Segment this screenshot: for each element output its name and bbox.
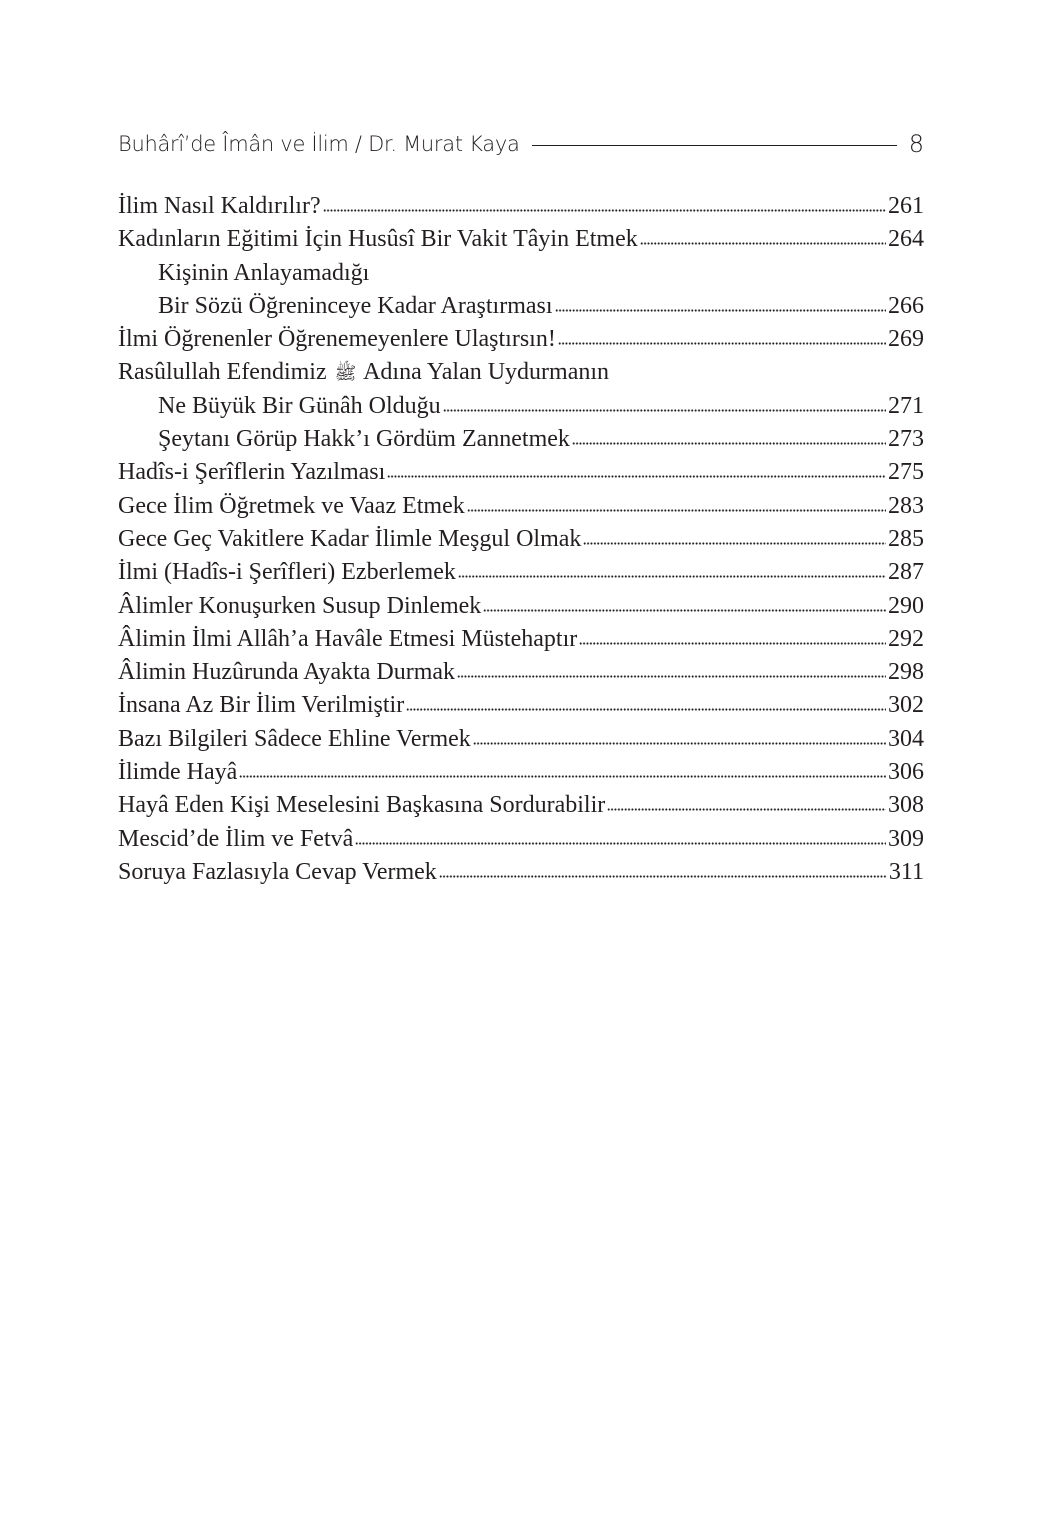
toc-entry-title: İnsana Az Bir İlim Verilmiştir <box>118 692 405 719</box>
toc-entry <box>118 823 924 856</box>
toc-entry <box>118 723 924 756</box>
toc-entry <box>118 590 924 623</box>
toc-entry-page: 308 <box>888 792 924 819</box>
toc-entry <box>118 623 924 656</box>
dot-leader <box>467 507 886 513</box>
salawat-symbol: ﷺ <box>334 363 357 384</box>
toc-entry-title: İlim Nasıl Kaldırılır? <box>118 193 321 219</box>
toc-entry-page: 287 <box>888 559 924 586</box>
dot-leader <box>323 207 886 213</box>
toc-entry <box>118 257 924 290</box>
dot-leader <box>558 340 886 346</box>
toc-entry <box>118 190 924 223</box>
toc-entry-page: 285 <box>888 525 924 552</box>
toc-entry-title-part: Rasûlullah Efendimiz <box>118 359 327 386</box>
toc-entry <box>118 523 924 556</box>
toc-entry <box>118 756 924 789</box>
dot-leader <box>355 840 886 846</box>
dot-leader <box>640 240 886 246</box>
dot-leader <box>473 740 886 746</box>
toc-entry <box>118 290 924 323</box>
toc-entry-title: İlimde Hayâ <box>118 759 238 786</box>
toc-entry-page: 269 <box>888 326 924 353</box>
toc-entry-page: 302 <box>888 692 924 719</box>
toc-entry-title: Âlimin Huzûrunda Ayakta Durmak <box>118 659 456 686</box>
toc-entry <box>118 323 924 356</box>
dot-leader <box>579 640 886 646</box>
toc-entry-title: Kadınların Eğitimi İçin Husûsî Bir Vakit Tâyin Etmek <box>118 226 638 253</box>
dot-leader <box>443 407 886 413</box>
toc-entry-title: Âlimler Konuşurken Susup Dinlemek <box>118 592 482 619</box>
toc-entry <box>118 789 924 822</box>
dot-leader <box>457 673 886 679</box>
dot-leader <box>555 307 886 313</box>
toc-entry-page: 311 <box>888 858 924 885</box>
toc-entry <box>118 356 924 389</box>
toc-entry <box>118 689 924 722</box>
toc-entry <box>118 390 924 423</box>
toc-entry <box>118 456 924 489</box>
toc-entry-page: 283 <box>888 492 924 519</box>
page-number: 8 <box>908 130 924 158</box>
toc-entry <box>118 490 924 523</box>
table-of-contents <box>118 190 924 889</box>
toc-entry-title: İlmi (Hadîs-i Şerîfleri) Ezberlemek <box>118 559 456 586</box>
dot-leader <box>583 540 886 546</box>
toc-entry <box>118 856 924 889</box>
toc-entry-title: Mescid’de İlim ve Fetvâ <box>118 825 354 852</box>
toc-entry-title-part: Adına Yalan Uydurmanın <box>363 359 610 386</box>
toc-entry-title: Bir Sözü Öğreninceye Kadar Araştırması <box>158 292 553 319</box>
toc-entry-title: Ne Büyük Bir Günâh Olduğu <box>158 392 441 419</box>
toc-entry-page: 266 <box>888 292 924 319</box>
dot-leader <box>406 706 886 712</box>
dot-leader <box>572 440 886 446</box>
toc-entry-title: Gece Geç Vakitlere Kadar İlimle Meşgul Olmak <box>118 525 582 552</box>
toc-entry <box>118 556 924 589</box>
toc-entry-page: 298 <box>888 659 924 686</box>
toc-entry-title: Hayâ Eden Kişi Meselesini Başkasına Sordurabilir <box>118 792 606 819</box>
dot-leader <box>387 473 886 479</box>
toc-entry-page: 273 <box>888 426 924 453</box>
dot-leader <box>607 806 886 812</box>
toc-entry-title: İlmi Öğrenenler Öğrenemeyenlere Ulaştırsın! <box>118 326 556 353</box>
toc-entry-page: 306 <box>888 759 924 786</box>
toc-entry-page: 264 <box>888 226 924 253</box>
toc-entry-title: Kişinin Anlayamadığı <box>158 259 370 286</box>
toc-entry-title: Hadîs-i Şerîflerin Yazılması <box>118 459 386 486</box>
toc-entry-title: Bazı Bilgileri Sâdece Ehline Vermek <box>118 725 471 752</box>
toc-entry-page: 304 <box>888 725 924 752</box>
toc-entry-title: Şeytanı Görüp Hakk’ı Gördüm Zannetmek <box>158 426 570 453</box>
toc-entry-page: 292 <box>888 625 924 652</box>
toc-entry <box>118 423 924 456</box>
toc-entry-page: 261 <box>888 193 924 219</box>
toc-entry-page: 309 <box>888 825 924 852</box>
header-rule <box>532 145 897 146</box>
toc-entry-page: 290 <box>888 592 924 619</box>
toc-entry-title: Gece İlim Öğretmek ve Vaaz Etmek <box>118 492 465 519</box>
toc-entry-title <box>118 356 609 390</box>
toc-entry-title: Soruya Fazlasıyla Cevap Vermek <box>118 858 437 885</box>
dot-leader <box>483 607 886 613</box>
toc-entry-page: 271 <box>888 392 924 419</box>
dot-leader <box>439 873 887 879</box>
toc-entry <box>118 656 924 689</box>
toc-entry-page: 275 <box>888 459 924 486</box>
dot-leader <box>458 573 886 579</box>
toc-entry-title: Âlimin İlmi Allâh’a Havâle Etmesi Müstehaptır <box>118 625 578 652</box>
dot-leader <box>239 773 886 779</box>
running-header <box>118 124 924 164</box>
toc-entry <box>118 223 924 256</box>
running-header-title: Buhârî’de Îmân ve İlim / Dr. Murat Kaya <box>118 132 520 156</box>
